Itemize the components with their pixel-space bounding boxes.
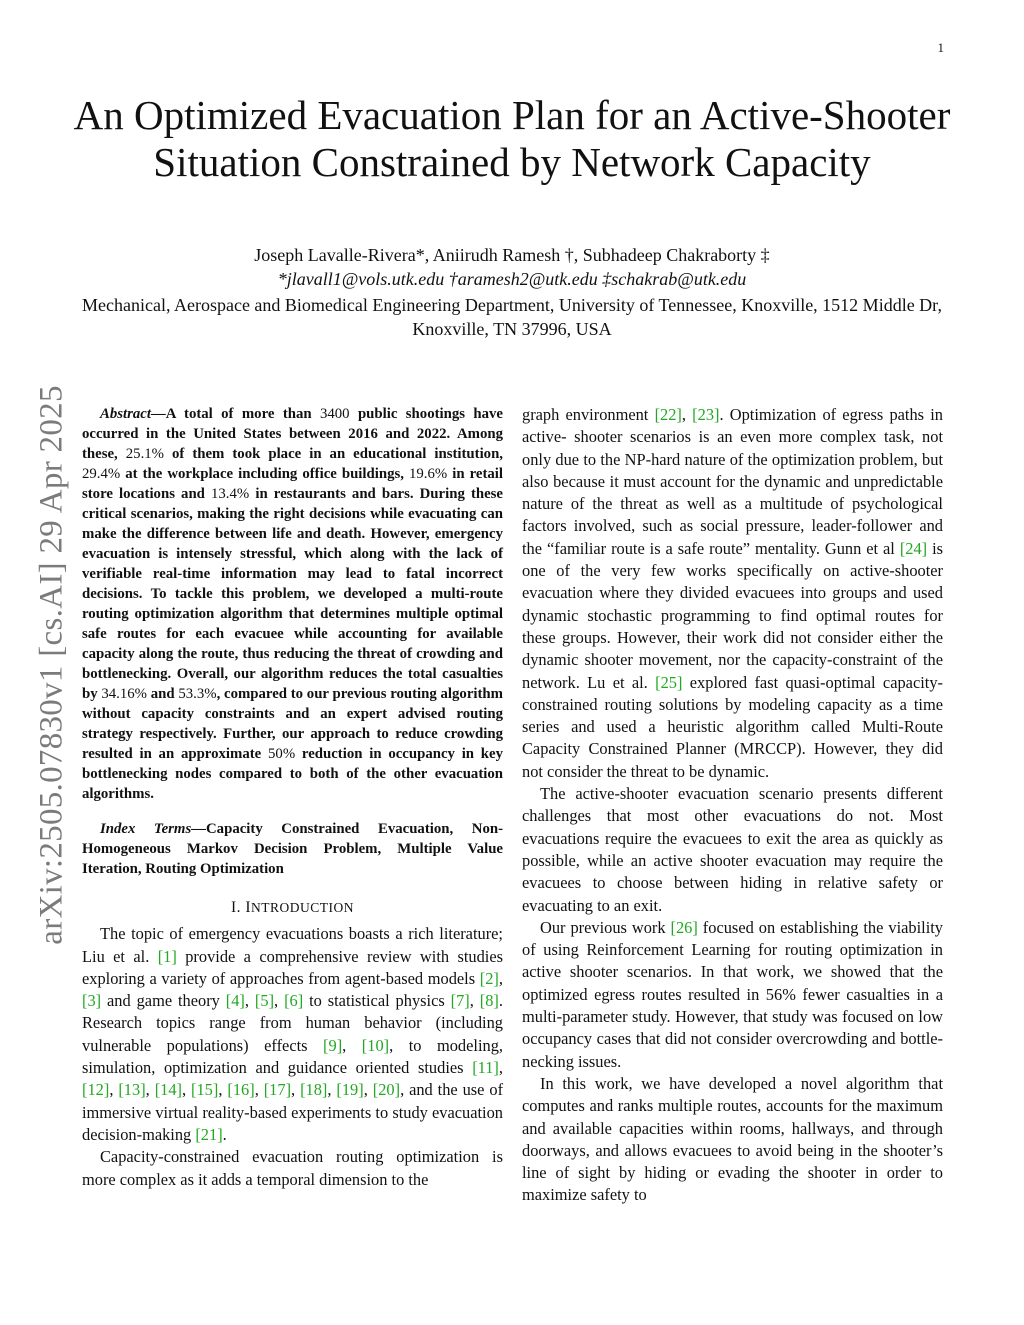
abstract-number: 25.1% bbox=[125, 446, 164, 462]
abstract-label: Abstract— bbox=[100, 406, 166, 422]
citation-link[interactable]: [25] bbox=[655, 672, 683, 692]
citation-link[interactable]: [3] bbox=[82, 991, 102, 1011]
abstract-number: 34.16% bbox=[101, 686, 147, 702]
abstract-number: 13.4% bbox=[211, 486, 250, 502]
paper-title: An Optimized Evacuation Plan for an Active-Shooter Situation Constrained by Network Capacity bbox=[73, 92, 951, 185]
citation-link[interactable]: [11] bbox=[472, 1058, 499, 1078]
page-number: 1 bbox=[937, 40, 944, 55]
abstract-text: in restaurants and bars. During these critical scenarios, making the right decisions while evacuating can make the difference between life and death. However, emergency evacuation is intensely stressful, which along with the lack of verifiable real-time information may lead to fatal incorrect decisions. To tackle this problem, we developed a multi-route routing optimization algorithm that determines multiple optimal safe routes for each evacuee while accounting for available capacity along the route, thus reducing the threat of crowding and bottlenecking. Overall, our algorithm reduces the total casualties by bbox=[82, 486, 503, 702]
citation-link[interactable]: [6] bbox=[284, 991, 304, 1011]
citation-link[interactable]: [13] bbox=[118, 1080, 146, 1100]
citation-link[interactable]: [21] bbox=[195, 1124, 223, 1144]
intro-paragraph-2: Capacity-constrained evacuation routing optimization is more complex as it adds a temporal dimension to the bbox=[82, 1147, 503, 1189]
citation-link[interactable]: [9] bbox=[323, 1035, 343, 1055]
abstract-text: of them took place in an educational institution, bbox=[164, 446, 504, 462]
abstract-text: in retail store locations and bbox=[82, 466, 503, 502]
arxiv-id: arXiv:2505.07830v1 [cs.AI] 29 Apr 2025 bbox=[33, 385, 70, 945]
citation-link[interactable]: [26] bbox=[670, 917, 698, 937]
citation-link[interactable]: [1] bbox=[157, 946, 177, 966]
abstract-text: public shootings have occurred in the United States between 2016 and 2022. Among these, bbox=[82, 406, 503, 462]
paragraph-previous-work: Our previous work [26] focused on establishing the viability of using Reinforcement Learning for routing optimization in active shooter scenarios. In that work, we showed that the optimized egress routes resulted in 56% fewer casualties in a multi-parameter study. However, that study was focused on low occupancy cases that did not consider overcrowding and bottle-necking issues. bbox=[522, 917, 943, 1071]
section-number: I. bbox=[230, 899, 246, 916]
abstract-number: 53.3% bbox=[178, 686, 217, 702]
paragraph-active-shooter-scenario: The active-shooter evacuation scenario presents different challenges that most other evacuations do not. Most evacuations require the evacuees to exit the area as quickly as possible, while an active shooter evacuation may require the evacuees to choose between hiding in relative safety or evacuating to an exit. bbox=[522, 784, 943, 915]
section-title-rest: NTRODUCTION bbox=[251, 900, 355, 915]
author-list: Joseph Lavalle-Rivera*, Aniirudh Ramesh †, Subhadeep Chakraborty ‡ bbox=[254, 245, 770, 265]
abstract-text: at the workplace including office buildings, bbox=[120, 466, 409, 482]
index-terms-text: Capacity Constrained Evacuation, Non-Homogeneous Markov Decision Problem, Multiple Value Iteration, Routing Optimization bbox=[82, 821, 503, 877]
citation-link[interactable]: [20] bbox=[372, 1080, 401, 1100]
citation-link[interactable]: [17] bbox=[263, 1080, 292, 1100]
index-terms bbox=[82, 819, 503, 879]
citation-link[interactable]: [19] bbox=[336, 1080, 364, 1100]
citation-link[interactable]: [22] bbox=[654, 405, 682, 424]
citation-link[interactable]: [2] bbox=[479, 968, 499, 988]
abstract-text: A total of more than bbox=[165, 406, 320, 422]
citation-link[interactable]: [8] bbox=[479, 991, 499, 1011]
intro-paragraph-1: The topic of emergency evacuations boasts a rich literature; Liu et al. [1] provide a comprehensive review with studies exploring a variety of approaches from agent-based models [2], [3] and game theory [4], [5], [6] to statistical physics [7], [8]. Research topics range from human behavior (including vulnerable populations) effects [9], [10], to modeling, simulation, optimization and guidance oriented studies [11], [12], [13], [14], [15], [16], [17], [18], [19], [20], and the use of immersive virtual reality-based experiments to study evacuation decision-making [21]. bbox=[82, 924, 504, 1144]
paragraph-this-work: In this work, we have developed a novel algorithm that computes and ranks multiple routes, accounts for the maximum and available capacities within rooms, hallways, and through doorways, and allows evacuees to avoid being in the shooter’s line of sight by hiding or evading the shooter in order to maximize safety to bbox=[522, 1073, 943, 1205]
abstract bbox=[82, 404, 503, 804]
continued-paragraph: graph environment [22], [23]. Optimization of egress paths in active- shooter scenarios is an even more complex task, not only due to the NP-hard nature of the optimization problem, but also because it must account for the dynamic and unpredictable nature of the threat as well as a multitude of psychological factors involved, such as social pressure, leader-follower and the “familiar route is a safe route” mentality. Gunn et al [24] is one of the very few works specifically on active-shooter evacuation where they divided evacuees into groups and used dynamic stochastic programming to find optimal routes for these groups. However, their work did not consider either the dynamic shooter movement, nor the capacity-constraint of the network. Lu et al. [25] explored fast quasi-optimal capacity-constrained routing solutions by modeling capacity as a time series and used a heuristic algorithm called Multi-Route Capacity Constrained Planner (MRCCP). However, they did not consider the threat to be dynamic. bbox=[522, 405, 944, 781]
citation-link[interactable]: [10] bbox=[361, 1035, 390, 1055]
abstract-number: 19.6% bbox=[408, 466, 448, 482]
citation-link[interactable]: [7] bbox=[450, 991, 470, 1011]
left-column bbox=[82, 404, 503, 1191]
abstract-text: and bbox=[147, 686, 179, 702]
affiliation: Mechanical, Aerospace and Biomedical Engineering Department, University of Tennessee, Knoxville, 1512 Middle Dr, Knoxville, TN 37996, USA bbox=[82, 295, 942, 339]
abstract-number: 50% bbox=[268, 746, 296, 762]
author-emails: *jlavall1@vols.utk.edu †aramesh2@utk.edu ‡schakrab@utk.edu bbox=[277, 269, 747, 289]
citation-link[interactable]: [15] bbox=[191, 1080, 219, 1100]
abstract-text: , compared to our previous routing algorithm without capacity constraints and an expert advised routing strategy respectively. Further, our approach to reduce crowding resulted in an approximate bbox=[82, 686, 503, 762]
section-title-initial: I bbox=[245, 899, 252, 916]
citation-link[interactable]: [23] bbox=[692, 405, 720, 424]
right-column bbox=[522, 404, 943, 1207]
citation-link[interactable]: [14] bbox=[154, 1080, 182, 1100]
citation-link[interactable]: [24] bbox=[899, 538, 928, 558]
abstract-number: 29.4% bbox=[82, 466, 121, 482]
citation-link[interactable]: [12] bbox=[82, 1080, 110, 1100]
section-heading-introduction bbox=[82, 897, 503, 919]
abstract-text: reduction in occupancy in key bottlenecking nodes compared to both of the other evacuation algorithms. bbox=[82, 746, 503, 802]
abstract-number: 3400 bbox=[319, 406, 350, 422]
arxiv-watermark bbox=[22, 380, 82, 950]
citation-link[interactable]: [5] bbox=[254, 991, 275, 1011]
index-terms-label: Index Terms— bbox=[100, 821, 206, 837]
citation-link[interactable]: [18] bbox=[300, 1080, 328, 1100]
citation-link[interactable]: [16] bbox=[227, 1080, 255, 1100]
citation-link[interactable]: [4] bbox=[225, 991, 245, 1011]
